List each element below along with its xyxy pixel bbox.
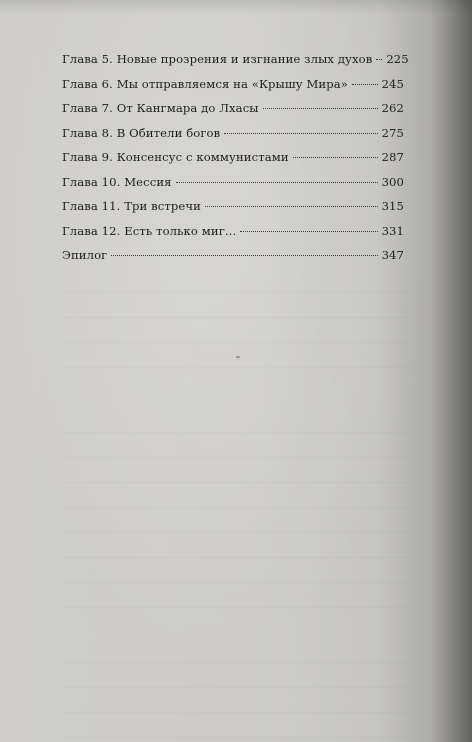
toc-entry-title: Глава 8. В Обители богов — [62, 125, 221, 140]
toc-entry-title: Глава 7. От Кангмара до Лхасы — [62, 101, 259, 115]
toc-entry-page: 245 — [381, 76, 404, 91]
toc-entry-page: 315 — [381, 199, 404, 213]
show-through-line — [62, 318, 412, 343]
show-through-line — [62, 533, 412, 558]
show-through-line — [62, 458, 412, 483]
ink-speck — [236, 356, 240, 358]
show-through-text — [62, 268, 412, 738]
toc-entry — [62, 77, 404, 102]
dot-leader — [111, 255, 377, 256]
toc-entry-page: 331 — [381, 223, 404, 238]
spine-shadow — [430, 0, 472, 742]
dot-leader — [205, 206, 378, 207]
toc-entry — [62, 224, 404, 249]
toc-entry-page: 225 — [386, 52, 409, 66]
toc-entry-page: 287 — [381, 150, 404, 164]
toc-entry-title: Глава 6. Мы отправляемся на «Крышу Мира» — [62, 76, 348, 91]
show-through-line — [62, 433, 412, 458]
show-through-line — [62, 483, 412, 508]
show-through-line — [62, 408, 412, 433]
dot-leader — [352, 84, 378, 85]
show-through-line — [62, 583, 412, 608]
toc-entry-page: 275 — [381, 125, 404, 140]
dot-leader — [263, 108, 378, 109]
toc-entry-title: Эпилог — [62, 248, 108, 262]
toc-entry — [62, 126, 404, 151]
toc-entry-title: Глава 10. Мессия — [62, 174, 172, 189]
toc-entry-page: 300 — [381, 174, 404, 189]
toc-entry — [62, 175, 404, 200]
dot-leader — [240, 231, 377, 232]
table-of-contents — [62, 52, 409, 273]
toc-entry-title: Глава 5. Новые прозрения и изгнание злых духов — [62, 52, 373, 66]
show-through-line — [62, 663, 412, 688]
dot-leader — [176, 182, 378, 183]
show-through-line — [62, 268, 412, 293]
show-through-line — [62, 558, 412, 583]
toc-entry-title: Глава 12. Есть только миг... — [62, 223, 237, 238]
toc-entry — [62, 52, 409, 77]
dot-leader — [293, 157, 378, 158]
dot-leader — [376, 59, 382, 60]
show-through-line — [62, 508, 412, 533]
show-through-line — [62, 688, 412, 713]
toc-entry-title: Глава 11. Три встречи — [62, 199, 201, 213]
dot-leader — [224, 133, 377, 134]
show-through-line — [62, 638, 412, 663]
toc-entry — [62, 150, 404, 175]
show-through-line — [62, 713, 412, 738]
page-top-shadow — [0, 0, 472, 14]
toc-entry-page: 262 — [381, 101, 404, 115]
toc-entry-title: Глава 9. Консенсус с коммунистами — [62, 150, 289, 164]
show-through-line — [62, 293, 412, 318]
toc-entry — [62, 101, 404, 126]
toc-entry — [62, 199, 404, 224]
toc-entry-page: 347 — [381, 248, 404, 262]
